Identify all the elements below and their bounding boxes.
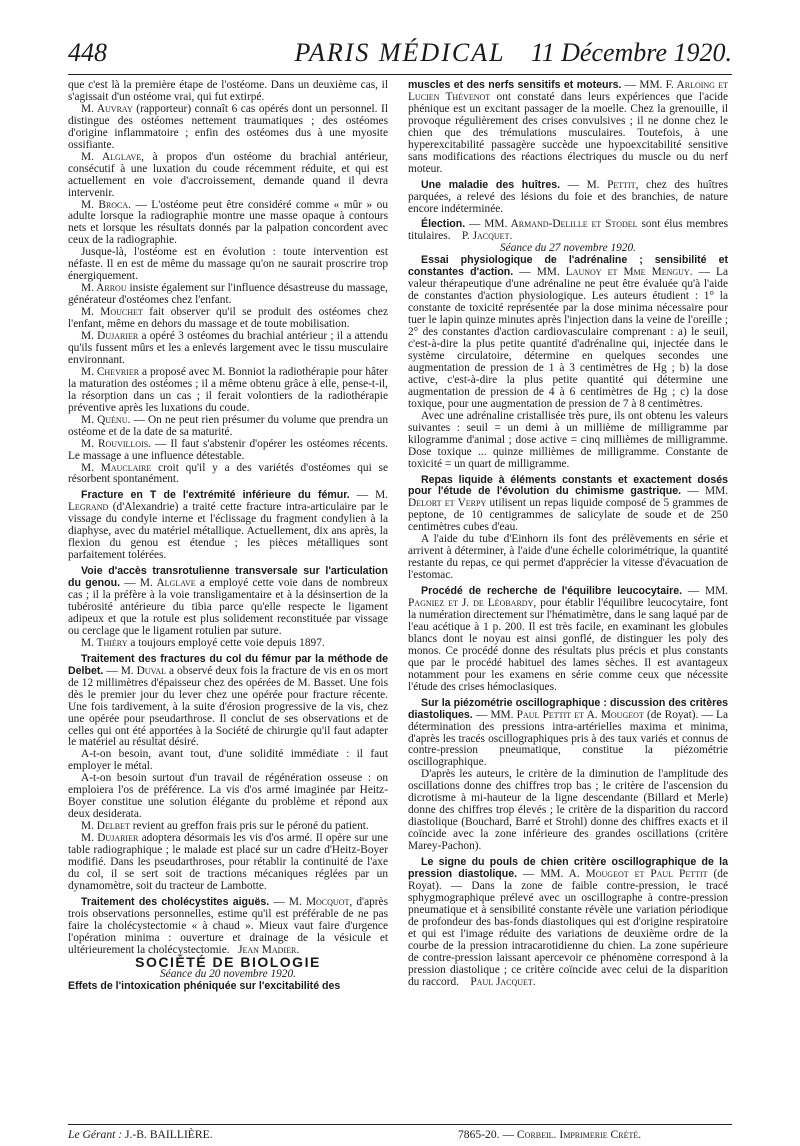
publisher-credit: Le Gérant : J.-B. BAILLIÈRE.	[68, 1128, 213, 1141]
page-number: 448	[68, 38, 107, 67]
section-heading: Élection.	[421, 218, 466, 231]
paragraph: M. Broca. — L'ostéome peut être considéré comme « mûr » ou adulte lorsque la radiographie montre une masse opaque à contours nets et lorsque les résultats donnés par la palpation concordent avec ceux de la radiographie.	[68, 198, 388, 247]
paragraph: M. Mauclaire croit qu'il y a des variétés d'ostéomes qui se résorbent spontanément.	[68, 461, 388, 486]
header-rule	[68, 74, 732, 75]
right-column	[408, 80, 728, 989]
section-heading: Traitement des cholécystites aiguës.	[81, 895, 270, 908]
session-date: Séance du 20 novembre 1920.	[160, 967, 296, 980]
paragraph: Élection. — MM. Armand-Delille et Stodel sont élus membres titulaires. P. Jacquet.	[408, 218, 729, 243]
paragraph: M. Auvray (rapporteur) connaît 6 cas opérés dont un personnel. Il distingue des ostéomes nettement traumatiques ; des ostéomes d'origine inflammatoire ; enfin des ostéomes dus à une myosite ossifiante.	[68, 102, 388, 151]
paragraph: M. Alglave, à propos d'un ostéome du brachial antérieur, consécutif à une luxation du coude récemment réduite, et qui est actuellement en voie d'accroissement, demande quand il devra intervenir.	[68, 150, 388, 199]
paragraph: A-t-on besoin surtout d'un travail de régénération osseuse : on emploiera l'os de préférence. La vis d'os armé imaginée par Heitz-Boyer constitue une solution élégante du problème et répond aux deux desiderata.	[68, 772, 388, 821]
paragraph: M. Thiéry a toujours employé cette voie depuis 1897.	[81, 636, 325, 649]
paragraph: Essai physiologique de l'adrénaline ; sensibilité et constantes d'action. — MM. Launoy et Mme Menguy. — La valeur thérapeutique d'une adrénaline ne peut être évaluée qu'à l'aide de constantes d'action physiologique. Les auteurs étudient : 1° la constante de toxicité représentée par la dose minima nécessaire pour tuer le lapin quinze minutes après l'injection dans la veine de l'oreille ; 2° des constantes d'action cardiovasculaire comprenant : a) le seuil, c'est-à-dire la plus petite quantité d'adrénaline qui, injectée dans le système circulatoire, détermine en quelques secondes une augmentation de pression de 1 à 3 centimètres de Hg ; b) la dose active, c'est-à-dire la plus petite quantité qui détermine une augmentation de pression de 4 à 6 centimètres de Hg ; c) la dose toxique, pour une augmentation de pression de 7 à 8 centimètres.	[408, 254, 728, 410]
signature: Jean Madier.	[238, 943, 300, 956]
paragraph: Le signe du pouls de chien critère oscillographique de la pression diastolique. — MM. A. Mougeot et Paul Pettit (de Royat). — Dans la zone de faible contre-pression, le tracé sphygmographique prélevé avec un oscillographe à contre-pression pneumatique et à sensibilité constante révèle une variation périodique de profondeur des bas-fonds diastoliques qui est d'origine respiratoire et qui est l'image réduite des variations de deuxième ordre de la courbe de la pression intracarotidienne du chien. La zone supérieure de contre-pression laissant apercevoir ce phénomène correspond à la pression diastolique ; ce critère coïncide avec celui de la disparition du raccord. Paul Jacquet.	[408, 856, 728, 988]
society-heading: SOCIÉTÉ DE BIOLOGIE	[135, 953, 321, 970]
paragraph: que c'est là la première étape de l'ostéome. Dans un deuxième cas, il s'agissait d'un ostéome vrai, qui fut extirpé.	[68, 79, 388, 103]
section-heading: Effets de l'intoxication phéniquée sur l'excitabilité des	[68, 979, 341, 992]
paragraph: Traitement des cholécystites aiguës. — M. Mocquot, d'après trois observations personnelles, estime qu'il est préférable de ne pas faire la cholécystectomie « à chaud ». Mieux vaut faire d'urgence l'opération minima : ouverture et drainage de la vésicule et ultérieurement la cholécystectomie. Jean Madier.	[68, 895, 389, 956]
paragraph: Fracture en T de l'extrémité inférieure du fémur. — M. Legrand (d'Alexandrie) a traité cette fracture intra-articulaire par le vissage du condyle interne et l'éclissage du fragment condylien à la diaphyse, avec du matériel métallique. Actuellement, dix ans après, la flexion du genou est étendue ; les pièces métalliques sont parfaitement tolérées.	[68, 489, 388, 562]
paragraph: Avec une adrénaline cristallisée très pure, ils ont obtenu les valeurs suivantes : seuil = un demi à un millième de milligramme par kilogramme d'animal ; dose active = cinq millièmes de milligramme. Dose toxique ... quinze millièmes de milligramme. Constante de toxicité = un quart de milligramme.	[408, 409, 728, 470]
paragraph: M. Mouchet fait observer qu'il se produit des ostéomes chez l'enfant, même en dehors du massage et de toute mobilisation.	[68, 306, 388, 331]
session-date: Séance du 27 novembre 1920.	[500, 242, 636, 255]
paragraph: Procédé de recherche de l'équilibre leucocytaire. — MM. Pagniez et J. de Léobardy, pour établir l'équilibre leucocytaire, font la numération directement sur l'hématimètre, dans le sang laqué par de l'eau acétique à 1 p. 200. Il est très facile, en examinant les globules blancs dont le noyau est ainsi gonflé, de distinguer les poly des monos. Ce procédé donne des résultats plus précis et plus constants que par le procédé habituel des lames sèches. Il est avantageux notamment pour les examens en série comme ceux que nécessite l'étude des crises hémoclasiques.	[408, 585, 729, 693]
paragraph: Voie d'accès transrotulienne transversale sur l'articulation du genou. — M. Alglave a employé cette voie dans de nombreux cas ; il la préfère à la voie transligamentaire et à la désinsertion de la tubérosité antérieure du tibia parce qu'elle respecte le ligament adipeux et que la rotule est plus solidement reconstituée par vissage ou cerclage que le ligament rotulien par suture.	[68, 565, 388, 637]
paragraph: M. Delbet revient au greffon frais pris sur le péroné du patient.	[81, 820, 369, 833]
paragraph: muscles et des nerfs sensitifs et moteurs. — MM. F. Arloing et Lucien Thévenot ont constaté dans leurs expériences que l'acide phénique est un excitant passager de la moelle. Chez la grenouille, il provoque régulièrement des crises convulsives ; il ne donne chez le chien que des trémulations musculaires. Toutefois, à une hyperexcitabilité passagère succède une hypoexcitabilité sensitive sans modifications des réactions électriques du muscle ou du nerf moteur.	[408, 79, 729, 175]
paragraph: Jusque-là, l'ostéome est en évolution : toute intervention est néfaste. Il en est de même du massage qu'on ne saurait proscrire trop énergiquement.	[68, 246, 388, 283]
paragraph	[68, 981, 388, 993]
signature: P. Jacquet.	[461, 230, 513, 243]
left-column	[68, 80, 388, 992]
section-heading: Procédé de recherche de l'équilibre leucocytaire.	[421, 585, 683, 598]
section-heading: muscles et des nerfs sensitifs et moteurs.	[408, 79, 622, 91]
paragraph: M. Dujarier adoptera désormais les vis d'os armé. Il opère sur une table radiographique ; le malade est placé sur un cadre d'Heitz-Boyer modifié. Dans les pseudarthroses, pour rétablir la continuité de l'axe du col, il se sert soit de tractions mécaniques réglées par un dynamomètre, soit du tracteur de Lambotte.	[68, 832, 388, 892]
section-heading: Repas liquide à éléments constants et exactement dosés pour l'étude de l'évolution du chimisme gastrique.	[408, 473, 728, 498]
paragraph: M. Quénu. — On ne peut rien présumer du volume que prendra un ostéome et de la date de sa maturité.	[68, 413, 388, 438]
issue-date: 11 Décembre 1920.	[530, 38, 732, 67]
journal-title: PARIS MÉDICAL	[294, 38, 506, 67]
paragraph: M. Arrou insiste également sur l'influence désastreuse du massage, générateur d'ostéomes chez l'enfant.	[68, 282, 388, 307]
paragraph: Repas liquide à éléments constants et exactement dosés pour l'étude de l'évolution du chimisme gastrique. — MM. Delort et Verpy utilisent un repas liquide composé de 5 grammes de peptone, de 10 centigrammes de salicylate de soude et de 250 centimètres cubes d'eau.	[408, 473, 729, 534]
section-heading: Une maladie des huîtres.	[421, 178, 561, 191]
paragraph: Sur la piézométrie oscillographique : discussion des critères diastoliques. — MM. Paul Pettit et A. Mougeot (de Royat). — La détermination des pressions intra-artérielles maxima et minima, d'après les tracés oscillographiques pris à des taux variés et connus de contre-pression pneumatique, constitue la piézométrie oscillographique.	[408, 696, 729, 769]
page-header	[68, 38, 732, 72]
section-heading: Le signe du pouls de chien critère oscillographique de la pression diastolique.	[408, 856, 728, 880]
section-heading: Fracture en T de l'extrémité inférieure du fémur.	[81, 489, 350, 502]
section-heading: Essai physiologique de l'adrénaline ; sensibilité et constantes d'action.	[408, 254, 728, 279]
section-heading: Voie d'accès transrotulienne transversale sur l'articulation du genou.	[68, 565, 388, 590]
signature: Paul Jacquet.	[470, 975, 536, 988]
page-footer	[68, 1128, 732, 1144]
section-heading: Sur la piézométrie oscillographique : discussion des critères diastoliques.	[408, 696, 728, 721]
paragraph: A-t-on besoin, avant tout, d'une solidité immédiate : il faut employer le métal.	[68, 748, 388, 773]
section-heading: Traitement des fractures du col du fémur par la méthode de Delbet.	[68, 652, 388, 677]
paragraph: Une maladie des huîtres. — M. Pettit, chez des huîtres parquées, a relevé des lésions du foie et des branchies, de nature encore indéterminée.	[408, 178, 728, 215]
paragraph: M. Chevrier a proposé avec M. Bonniot la radiothérapie pour hâter la maturation des ostéomes ; il a même obtenu grâce à elle, pense-t-il, la résorption dans un cas ; il ferait volontiers de la radiothérapie préventive après les luxations du coude.	[68, 365, 388, 414]
paragraph: A l'aide du tube d'Einhorn ils font des prélèvements en série et arrivent à déterminer, à l'aide d'une échelle colorimétrique, la quantité restante du repas, ce qui permet d'apprécier la vitesse d'évacuation de l'estomac.	[408, 533, 728, 582]
footer-rule	[68, 1124, 732, 1125]
paragraph: D'après les auteurs, le critère de la diminution de l'amplitude des oscillations donne des chiffres trop bas ; le critère de l'ascension du dicrotisme à mi-hauteur de la ligne descendante (Billard et Merle) donne des chiffres trop élevés ; le critère de la disparition du raccord diastolique (Bouchard, Barré et Strohl) donne des chiffres exacts et il coïncide avec la zone inférieure des grandes oscillations (critère Marey-Pachon).	[408, 768, 728, 853]
paragraph: M. Rouvillois. — Il faut s'abstenir d'opérer les ostéomes récents. Le massage a une influence détestable.	[68, 437, 388, 462]
paragraph: Traitement des fractures du col du fémur par la méthode de Delbet. — M. Duval a observé deux fois la fracture de vis en os mort de 12 millimètres d'épaisseur chez des opérées de M. Basset. Une fois dès le premier jour du lever chez une opérée pour fracture récente. Une fois tardivement, à la suite d'érosion progressive de la vis, chez une opérée pour pseudarthrose. Il conclut de ses observations et de celles qui ont été apportées à la Société de chirurgie qu'il faut adapter le matériel au résultat désiré.	[68, 652, 389, 749]
paragraph: M. Dujarier a opéré 3 ostéomes du brachial antérieur ; il a attendu qu'ils fussent mûrs et les a enlevés largement avec le tissu musculaire environnant.	[68, 330, 388, 366]
printer-credit: 7865-20. — Corbeil. Imprimerie Crété.	[458, 1128, 642, 1141]
